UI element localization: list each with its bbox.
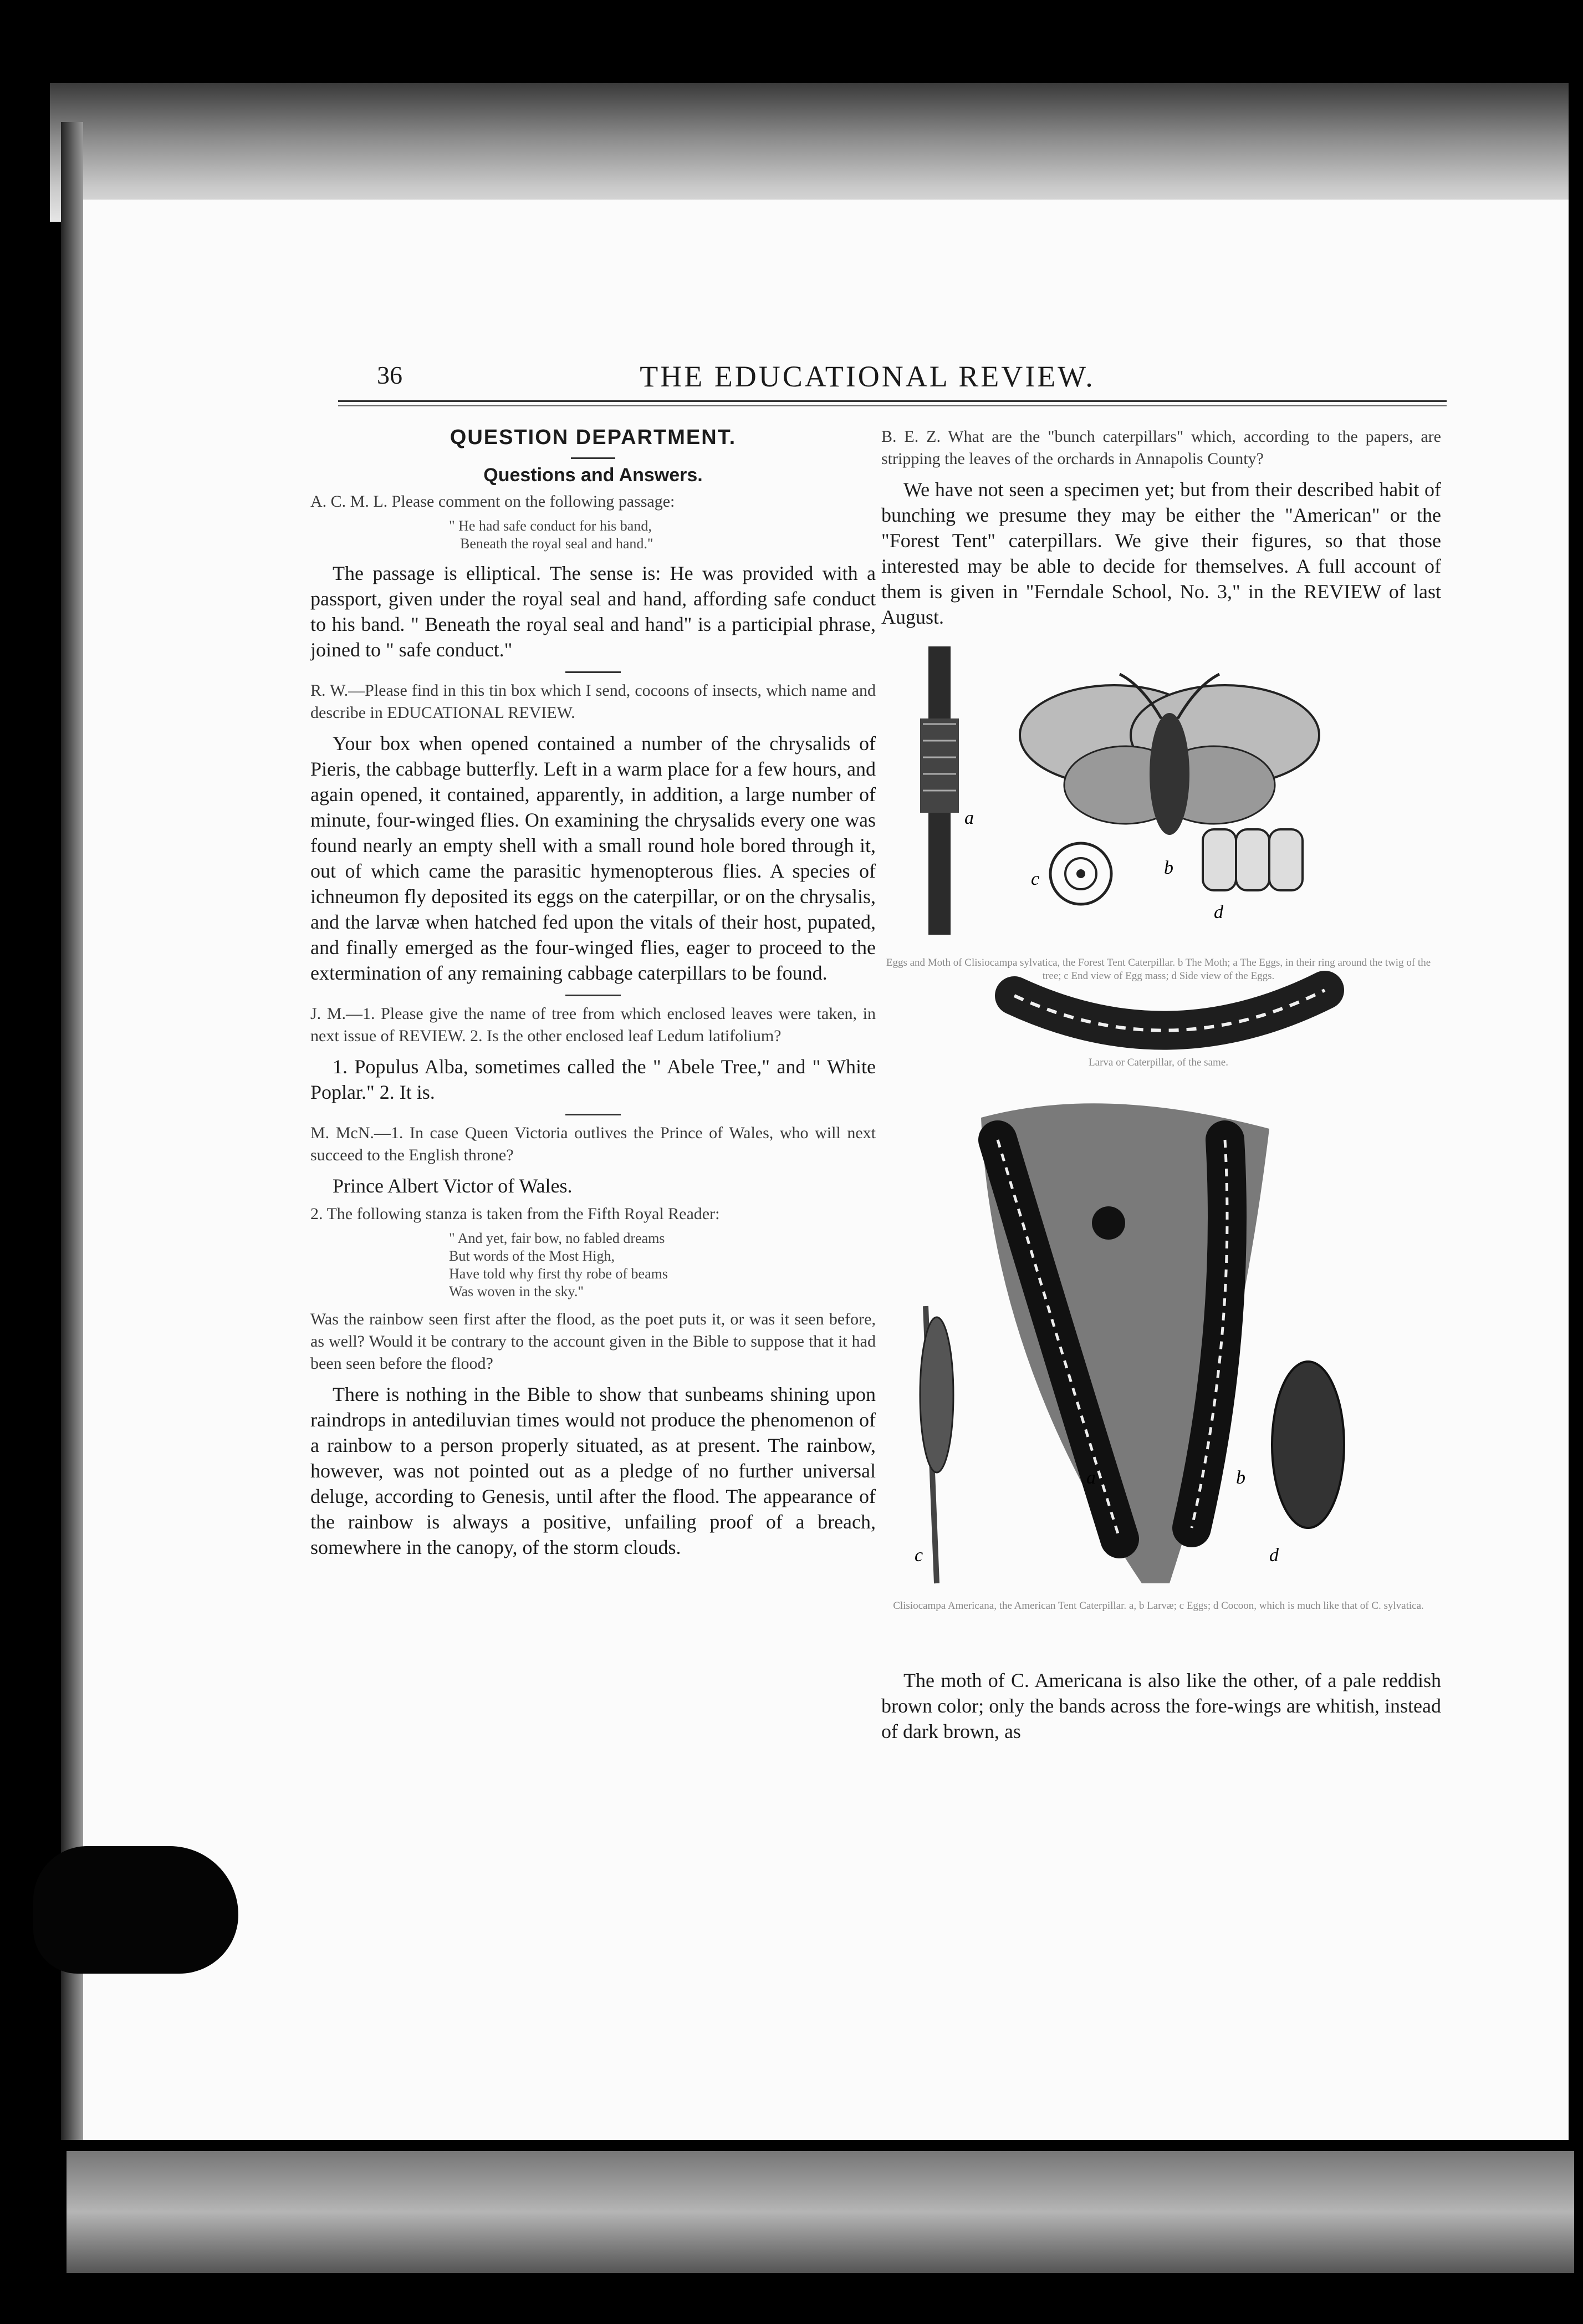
fig-letter-b: b	[1236, 1467, 1245, 1488]
stanza-line: " And yet, fair bow, no fabled dreams	[449, 1230, 665, 1246]
question-5: 2. The following stanza is taken from the Fifth Royal Reader:	[310, 1205, 720, 1223]
answer-1: The passage is elliptical. The sense is: He was provided with a passport, given under the royal seal and hand, affording safe conduct to his band. " Beneath the royal seal and hand" is a participial phrase, joined to " safe conduct."	[310, 562, 876, 661]
quote-line: " He had safe conduct for his band,	[449, 518, 652, 534]
egg-side-view	[1203, 829, 1303, 890]
figure-caterpillar	[881, 957, 1436, 1079]
caterpillar-illustration	[881, 957, 1436, 1051]
answer-6: We have not seen a specimen yet; but from their described habit of bunching we presume they may be either the "American" or the "Forest Tent" caterpillars. We give their figures, so that those interested may be able to decide for themselves. A full account of them is given in "Ferndale School, No. 3," in the REVIEW of last August.	[881, 478, 1441, 628]
figure-caption: Clisiocampa Americana, the American Tent Caterpillar. a, b Larvæ; c Eggs; d Cocoon, which is much like that of C. sylvatica.	[893, 1600, 1424, 1612]
moth	[1020, 674, 1319, 835]
question-2: R. W.—Please find in this tin box which I send, cocoons of insects, which name and describe in EDUCATIONAL REVIEW.	[310, 681, 876, 722]
page-number: 36	[377, 361, 402, 389]
figure-caption: Larva or Caterpillar, of the same.	[1089, 1057, 1228, 1068]
figure-caption: Eggs and Moth of Clisiocampa sylvatica, the Forest Tent Caterpillar. b The Moth; a The Eggs, in their ring around the twig of the tree; c End view of Egg mass; d Side view of the Eggs.	[886, 957, 1431, 982]
left-column	[310, 421, 876, 1560]
fig-letter-c: c	[1031, 869, 1040, 889]
fig-letter-a: a	[1086, 1467, 1096, 1488]
fig-letter-d: d	[1214, 902, 1223, 923]
header-rule	[338, 400, 1447, 406]
answer-5: There is nothing in the Bible to show that sunbeams shining upon raindrops in antediluvian times would not produce the phenomenon of a rainbow to a person properly situated, as at present. The rainbow, however, was not pointed out as a pledge of no further universal deluge, according to Genesis, until after the flood. The appearance of the rainbow is always a positive, unfailing proof of a breach, somewhere in the canopy, of the storm clouds.	[310, 1383, 876, 1558]
right-column	[881, 421, 1441, 1744]
tent-caterpillar-illustration	[881, 1084, 1436, 1594]
question-3: J. M.—1. Please give the name of tree from which enclosed leaves were taken, in next issue of REVIEW. 2. Is the other enclosed leaf Ledum latifolium?	[310, 1005, 876, 1045]
divider	[565, 1114, 621, 1115]
figure-forest-tent-moth	[881, 641, 1436, 982]
divider	[565, 671, 621, 673]
scan-shadow-bottom	[67, 2151, 1574, 2273]
fig-letter-a: a	[964, 808, 974, 828]
thumb-shadow	[33, 1846, 238, 1974]
answer-4: Prince Albert Victor of Wales.	[333, 1175, 573, 1197]
moth-illustration	[881, 641, 1436, 951]
fig-letter-d: d	[1269, 1545, 1279, 1566]
answer-2: Your box when opened contained a number of the chrysalids of Pieris, the cabbage butterfly. Left in a warm place for a few hours, and again opened, it contained, apparently, in addition, a large number of minute, four-winged flies. On examining the chrysalids every one was found nearly an empty shell with a small round hole bored through it, out of which came the parasitic hymenopterous flies. A species of ichneumon fly deposited its eggs on the caterpillar, or on the chrysalis, and the larvæ when hatched fed upon the vitals of their host, pupated, and finally emerged as the four-winged flies, eager to proceed to the extermination of any remaining cabbage caterpillars to be found.	[310, 732, 876, 984]
divider	[565, 995, 621, 996]
quote-1	[310, 517, 876, 553]
stanza-line: Have told why first thy robe of beams	[449, 1266, 668, 1282]
running-head: THE EDUCATIONAL REVIEW.	[640, 360, 1095, 393]
egg-end-view	[1050, 843, 1111, 904]
question-1: A. C. M. L. Please comment on the following passage:	[310, 492, 675, 511]
scan-edge-left	[61, 122, 83, 2140]
fig-letter-c: c	[915, 1545, 923, 1566]
answer-3: 1. Populus Alba, sometimes called the " Abele Tree," and " White Poplar." 2. It is.	[310, 1056, 876, 1103]
section-subheading: Questions and Answers.	[483, 465, 703, 486]
answer-6-continued: The moth of C. Americana is also like the other, of a pale reddish brown color; only the bands across the fore-wings are whitish, instead of dark brown, as	[881, 1669, 1441, 1742]
stanza	[310, 1230, 876, 1301]
twig-with-eggs	[920, 646, 959, 935]
divider	[571, 457, 615, 459]
fig-letter-b: b	[1164, 858, 1173, 878]
question-6: B. E. Z. What are the "bunch caterpillars" which, according to the papers, are stripping the leaves of the orchards in Annapolis County?	[881, 427, 1441, 468]
quote-line: Beneath the royal seal and hand."	[460, 536, 653, 552]
stanza-line: But words of the Most High,	[449, 1248, 615, 1264]
stanza-line: Was woven in the sky."	[449, 1283, 584, 1299]
question-5b: Was the rainbow seen first after the flood, as the poet puts it, or was it seen before, as well? Would it be contrary to the account given in the Bible to suppose that it had been seen before the flood?	[310, 1310, 876, 1373]
department-title: QUESTION DEPARTMENT.	[450, 426, 737, 449]
figure-american-tent-caterpillar	[881, 1084, 1436, 1661]
page-header	[299, 349, 1436, 399]
question-4: M. McN.—1. In case Queen Victoria outlives the Prince of Wales, who will next succeed to the English throne?	[310, 1124, 876, 1164]
